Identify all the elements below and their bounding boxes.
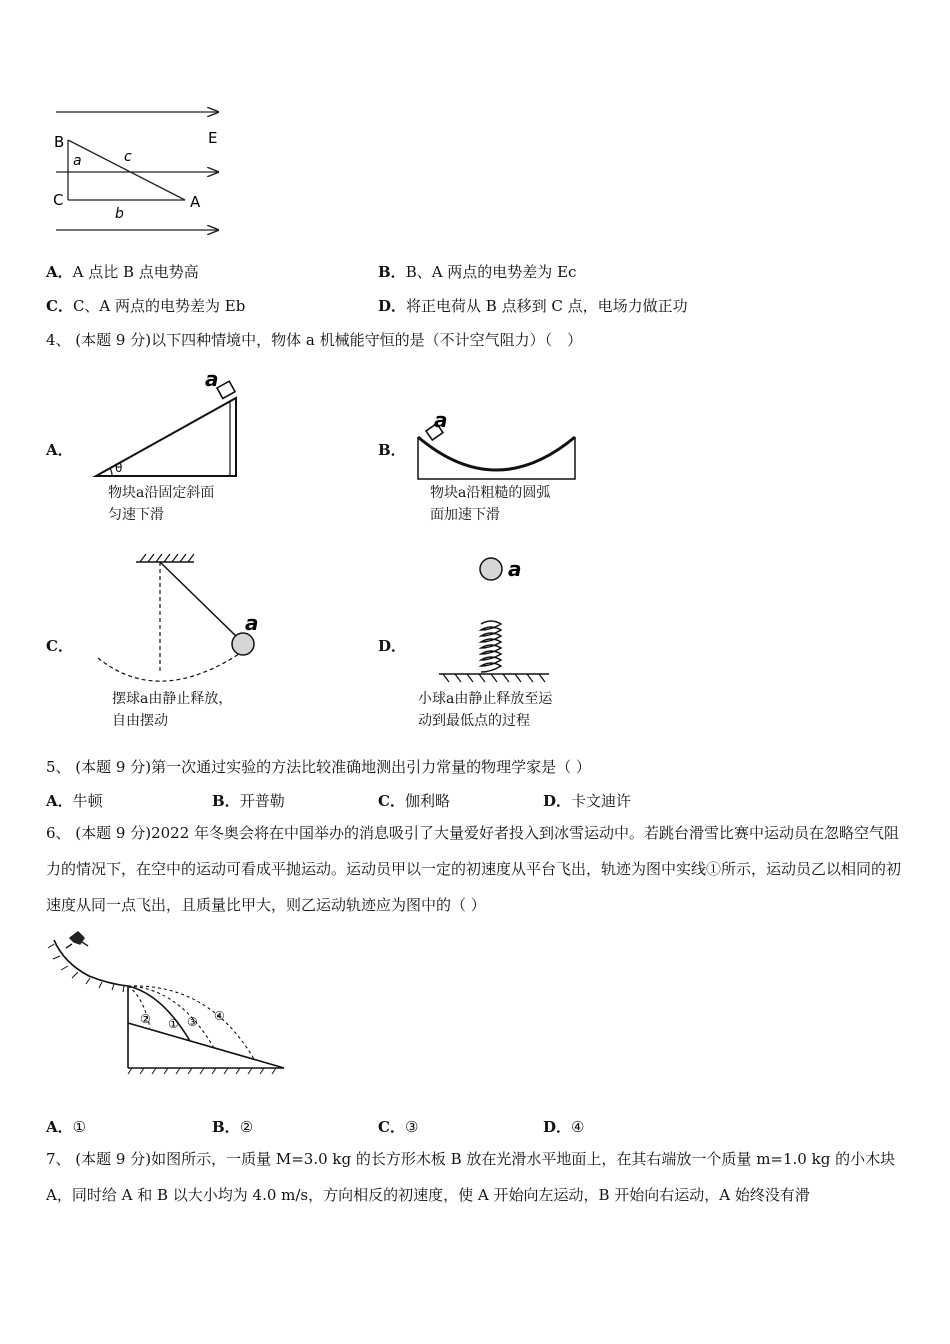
q3-option-b-text: B、A 两点的电势差为 Ec (405, 263, 577, 281)
q6-option-b-label: B． (212, 1118, 240, 1136)
q6-option-d[interactable] (543, 1116, 584, 1137)
q4-incline-figure (90, 368, 250, 483)
block-a (217, 381, 235, 398)
point-B-label: B (54, 133, 65, 151)
q4-option-b-caption-line1: 物块a沿粗糙的圆弧 (430, 485, 551, 501)
q3-option-d-label: D． (378, 297, 407, 315)
q3-option-c-label: C． (46, 297, 73, 315)
q6-option-a-text: ① (72, 1118, 87, 1136)
q4-option-d-caption (418, 688, 552, 732)
q5-option-d-label: D． (543, 792, 572, 810)
q5-option-a-text: 牛顿 (72, 792, 103, 810)
q3-option-b[interactable] (378, 261, 576, 282)
q4-option-c-caption (112, 688, 232, 732)
spring-ball (480, 558, 502, 580)
trajectory-2-mark: ② (140, 1012, 151, 1026)
spring-coil (481, 621, 501, 672)
q6-option-b-text: ② (239, 1118, 254, 1136)
side-c-label: c (124, 149, 132, 165)
q4-option-c-caption-line1: 摆球a由静止释放， (112, 691, 233, 707)
q3-option-a-label: A． (46, 263, 73, 281)
q4-option-b-caption-line2: 面加速下滑 (430, 507, 500, 523)
q4-pendulum-figure (90, 548, 270, 683)
q6-ski-jump-figure (44, 928, 294, 1078)
ceiling-hatch (140, 554, 194, 562)
q4-option-b-label[interactable]: B． (378, 441, 406, 459)
side-a-label: a (73, 153, 82, 169)
q3-option-c-text: C、A 两点的电势差为 Eb (72, 297, 246, 315)
point-C-label: C (53, 191, 64, 209)
trajectory-4-mark: ④ (214, 1009, 225, 1023)
angle-theta-label: θ (115, 461, 123, 475)
q3-option-a-text: A 点比 B 点电势高 (72, 263, 199, 281)
q4-option-a-label[interactable]: A． (46, 441, 73, 459)
q3-option-c[interactable] (46, 295, 245, 316)
ground-hatch (443, 674, 545, 682)
q4-option-c-label[interactable]: C． (46, 637, 73, 655)
q3-option-a[interactable] (46, 261, 199, 282)
q4-option-d-label[interactable]: D． (378, 637, 407, 655)
block-a-label: a (205, 368, 219, 391)
trajectory-3-mark: ③ (187, 1015, 198, 1029)
pendulum-string (160, 562, 238, 638)
q6-option-c[interactable] (378, 1116, 418, 1137)
q5-option-b-label: B． (212, 792, 240, 810)
arc-base (418, 437, 575, 479)
q5-option-a[interactable] (46, 790, 103, 811)
q4-option-c-caption-line2: 自由摆动 (112, 713, 168, 729)
q5-option-b[interactable] (212, 790, 285, 811)
pendulum-swing-arc (98, 650, 245, 681)
q6-option-c-label: C． (378, 1118, 405, 1136)
q6-option-c-text: ③ (404, 1118, 419, 1136)
q5-option-c-text: 伽利略 (404, 792, 450, 810)
q4-option-a-caption-line1: 物块a沿固定斜面 (108, 485, 215, 501)
ramp-slope (54, 940, 128, 986)
q6-question-text: 6、 (本题 9 分)2022 年冬奥会将在中国举办的消息吸引了大量爱好者投入到冰雪运动中。若跳台滑雪比赛中运动员在忽略空气阻力的情况下，在空中的运动可看成平抛运动。运动员甲以一定的初速度从平台飞出，轨迹为图中实线①所示，运动员乙以相同的初速度从同一点飞出，且质量比甲大，则乙运动轨迹应为图中的（ ） (46, 824, 902, 914)
q5-option-c-label: C． (378, 792, 405, 810)
arc-surface (418, 437, 575, 470)
field-triangle-figure (40, 95, 240, 245)
q3-option-d[interactable] (378, 295, 688, 316)
q4-spring-figure (425, 552, 565, 687)
ground-hatch (128, 1068, 276, 1074)
q5-option-d-text: 卡文迪许 (571, 792, 632, 810)
q3-option-d-text: 将正电荷从 B 点移到 C 点，电场力做正功 (406, 297, 688, 315)
q5-option-d[interactable] (543, 790, 631, 811)
block-a-on-arc-label: a (434, 408, 448, 432)
q4-option-d-caption-line1: 小球a由静止释放至运 (418, 691, 553, 707)
angle-arc (110, 468, 112, 476)
point-A-label: A (190, 193, 201, 211)
pendulum-ball-label: a (245, 611, 259, 635)
q6-option-a[interactable] (46, 1116, 86, 1137)
q6-option-a-label: A． (46, 1118, 73, 1136)
q5-option-c[interactable] (378, 790, 450, 811)
skier-icon (66, 932, 88, 948)
field-E-label: E (208, 129, 218, 147)
q4-question-text: 4、 (本题 9 分)以下四种情境中，物体 a 机械能守恒的是（不计空气阻力）（ ） (46, 331, 583, 349)
side-b-label: b (115, 206, 124, 222)
q5-option-b-text: 开普勒 (239, 792, 285, 810)
trajectory-1-mark: ① (168, 1017, 179, 1031)
q3-option-b-label: B． (378, 263, 406, 281)
q7-question-text: 7、 (本题 9 分)如图所示，一质量 M=3.0 kg 的长方形木板 B 放在光滑水平地面上，在其右端放一个质量 m=1.0 kg 的小木块 A，同时给 A 和 B 以大小均为 4.0 m/s，方向相反的初速度，使 A 开始向左运动，B 开始向右运动，A 始终没有滑 (46, 1150, 896, 1204)
q6-option-d-label: D． (543, 1118, 572, 1136)
q5-question-text: 5、 (本题 9 分)第一次通过实验的方法比较准确地测出引力常量的物理学家是（ ） (46, 758, 591, 776)
spring-ball-label: a (508, 557, 522, 581)
q6-option-d-text: ④ (571, 1118, 585, 1136)
pendulum-ball (232, 633, 254, 655)
q6-option-b[interactable] (212, 1116, 253, 1137)
q4-option-b-caption (430, 482, 550, 526)
q4-option-d-caption-line2: 动到最低点的过程 (418, 713, 530, 729)
q5-option-a-label: A． (46, 792, 73, 810)
q4-option-a-caption (108, 482, 214, 526)
q4-option-a-caption-line2: 匀速下滑 (108, 507, 164, 523)
landing-slope (128, 1023, 284, 1068)
q4-arc-figure (410, 405, 585, 485)
